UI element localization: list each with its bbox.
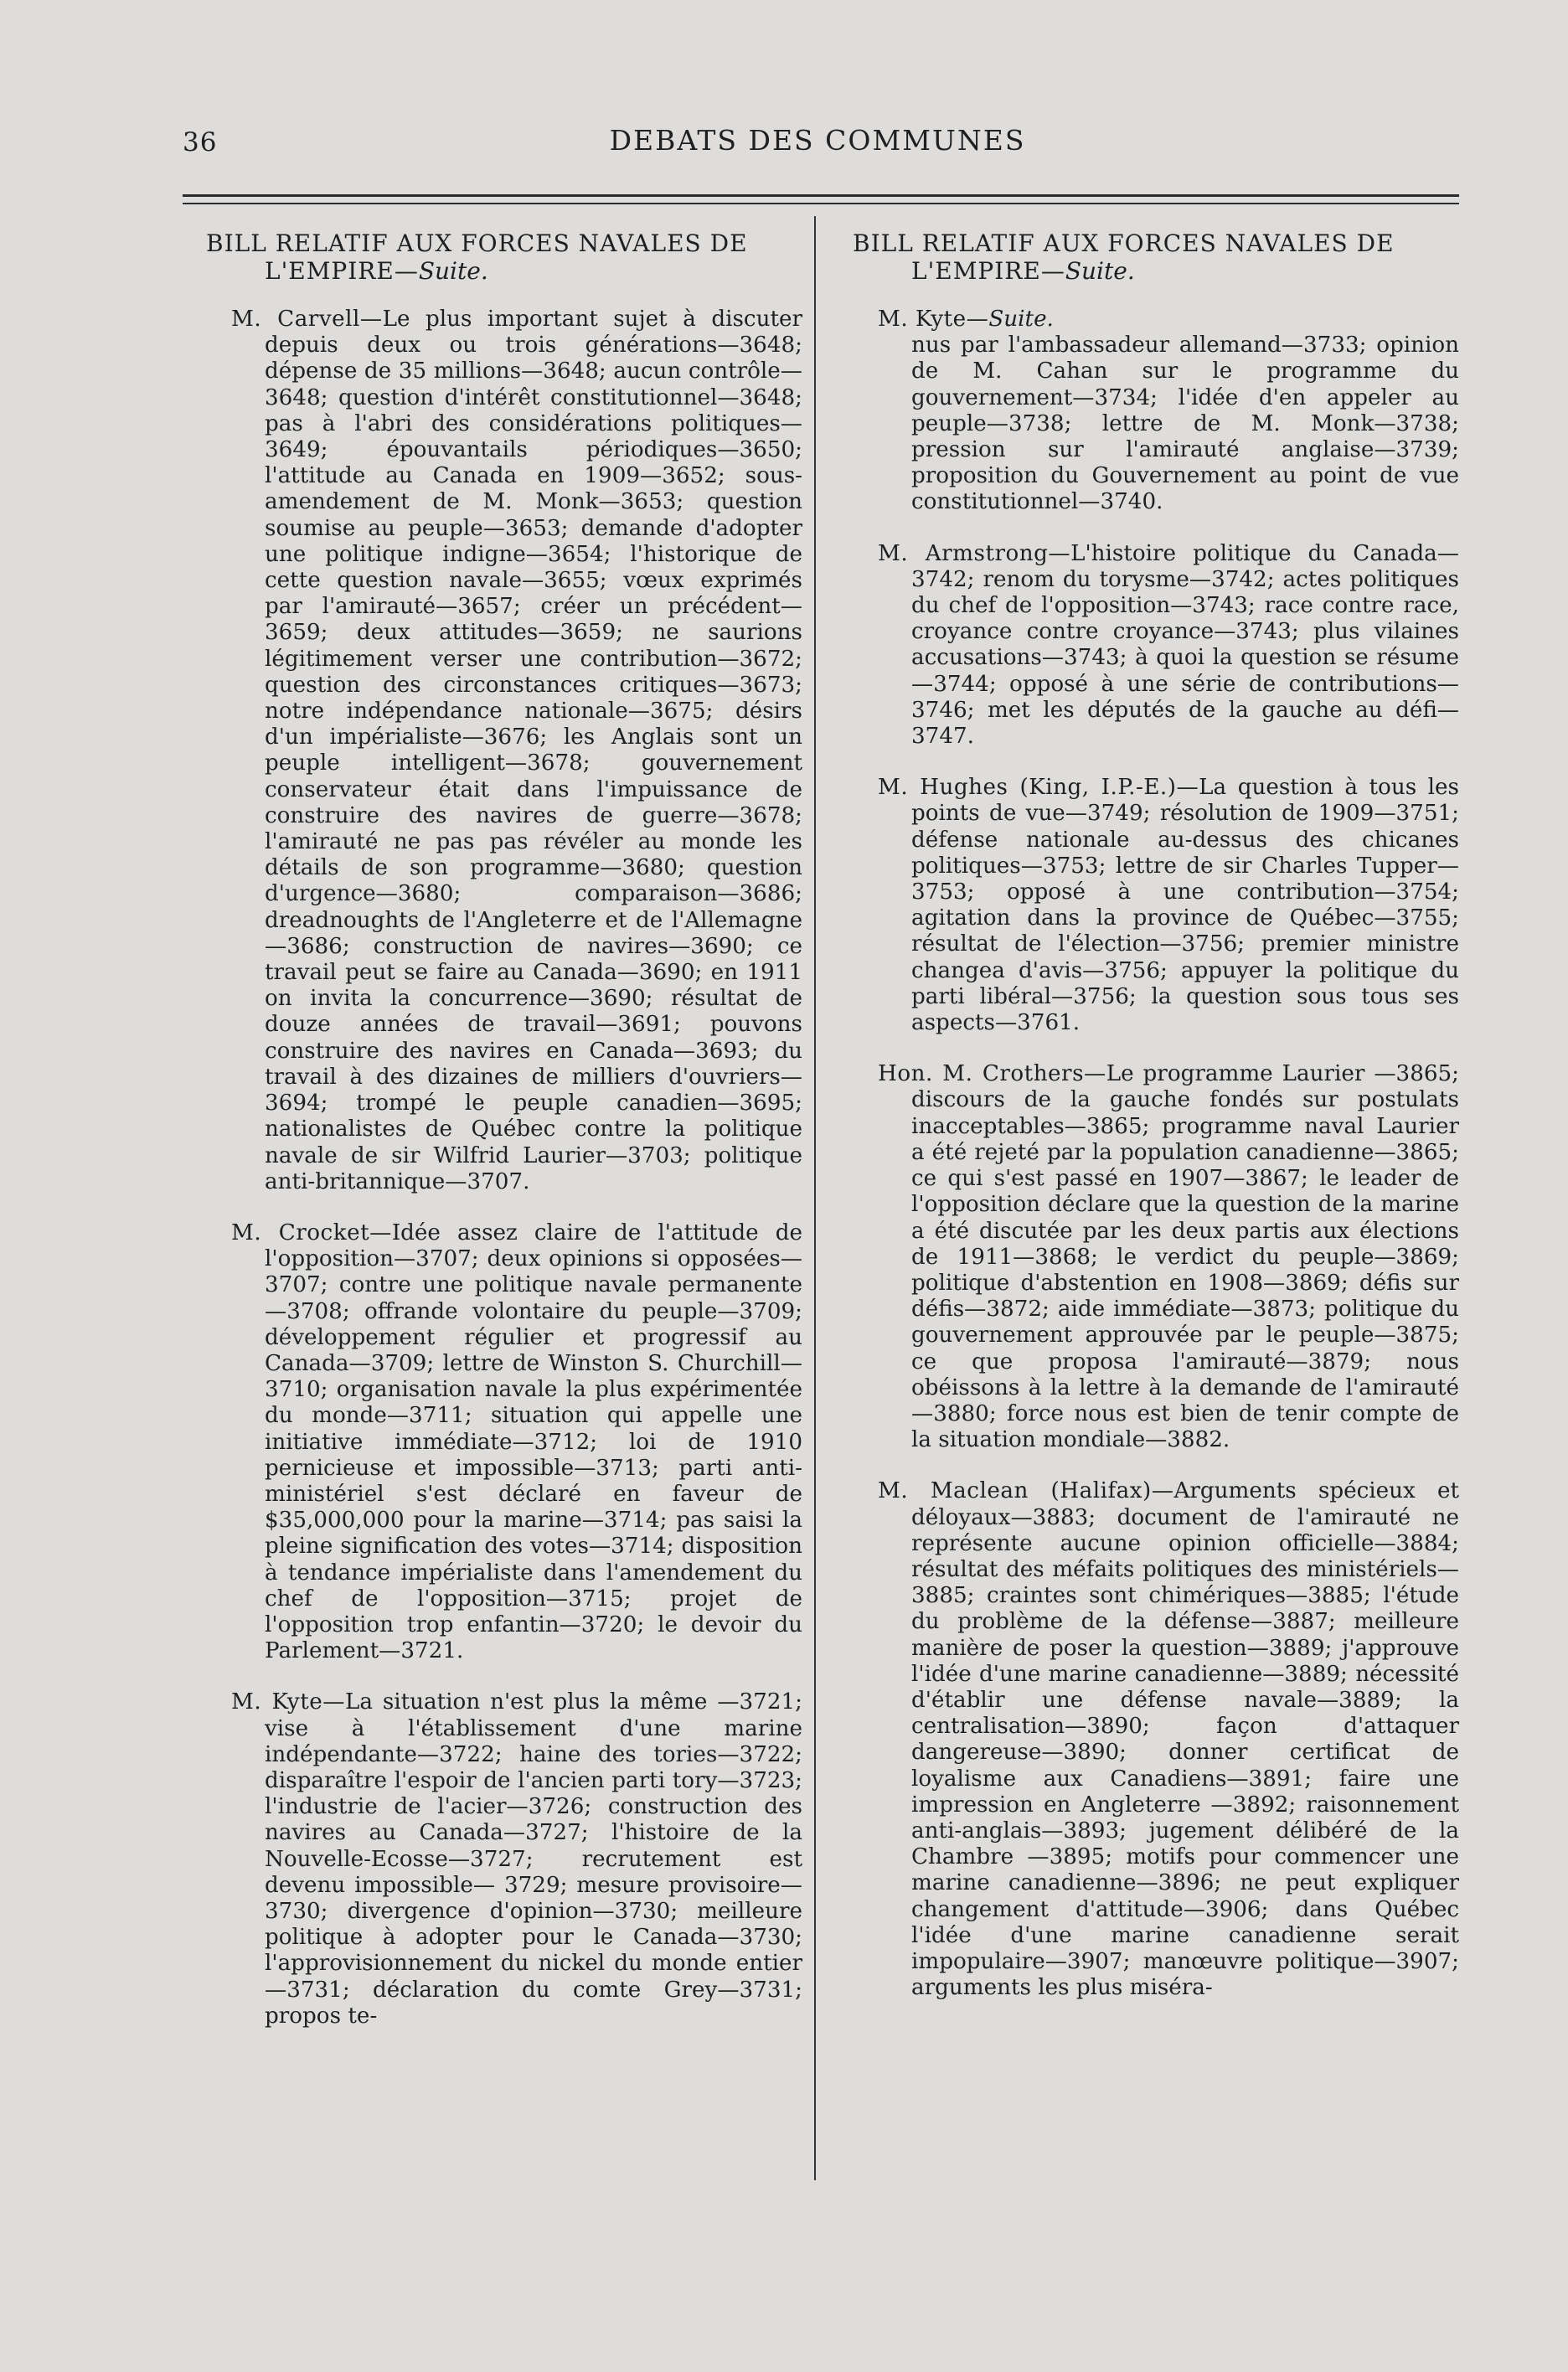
header-rule-thick	[183, 194, 1459, 197]
entry-speaker: M. Crocket—	[231, 1220, 392, 1245]
page-number: 36	[183, 127, 218, 157]
entry-speaker: M. Maclean (Halifax)—	[878, 1478, 1174, 1504]
index-entry	[853, 1478, 1459, 2001]
left-column	[206, 229, 802, 2055]
entry-text: Le plus important sujet à discuter depuis deux ou trois générations—3648; dépense de 35 millions—3648; aucun contrôle—3648; question d'intérêt constitutionnel—3648; pas à l'abri des considérations politiques—3649; épouvantails périodiques—3650; l'attitude au Canada en 1909—3652; sous-amendement de M. Monk—3653; question soumise au peuple—3653; demande d'adopter une politique indigne—3654; l'historique de cette question navale—3655; vœux exprimés par l'amirauté—3657; créer un précédent—3659; deux attitudes—3659; ne saurions légitimement verser une contribution—3672; question des circonstances critiques—3673; notre indépendance nationale—3675; désirs d'un impérialiste—3676; les Anglais sont un peuple intelligent—3678; gouvernement conservateur était dans l'impuissance de construire des navires de guerre—3678; l'amirauté ne pas pas révéler au monde les détails de son programme—3680; question d'urgence—3680; comparaison—3686; dreadnoughts de l'Angleterre et de l'Allemagne—3686; construction de navires—3690; ce travail peut se faire au Canada—3690; en 1911 on invita la concurrence—3690; résultat de douze années de travail—3691; pouvons construire des navires en Canada—3693; du travail à des dizaines de milliers d'ouvriers—3694; trompé le peuple canadien—3695; nationalistes de Québec contre la politique navale de sir Wilfrid Laurier—3703; politique anti-britannique—3707.	[265, 307, 802, 1194]
entry-text: Idée assez claire de l'attitude de l'opposition—3707; deux opinions si opposées—3707; contre une politique navale permanente—3708; offrande volontaire du peuple—3709; développement régulier et progressif au Canada—3709; lettre de Winston S. Churchill—3710; organisation navale la plus expérimentée du monde—3711; situation qui appelle une initiative immédiate—3712; loi de 1910 pernicieuse et impossible—3713; parti anti-ministériel s'est déclaré en faveur de $35,000,000 pour la marine—3714; pas saisi la pleine signification des votes—3714; disposition à tendance impérialiste dans l'amendement du chef de l'opposition—3715; projet de l'opposition trop enfantin—3720; le devoir du Parlement—3721.	[265, 1220, 803, 1664]
left-title-main: BILL RELATIF AUX FORCES NAVALES DE L'EMPIRE—	[206, 229, 748, 285]
entry-text: Arguments spécieux et déloyaux—3883; document de l'amirauté ne représente aucune opinion officielle—3884; résultat des méfaits politiques des ministériels—3885; craintes sont chimériques—3885; l'étude du problème de la défense—3887; meilleure manière de poser la question—3889; j'approuve l'idée d'une marine canadienne—3889; nécessité d'établir une défense navale—3889; la centralisation—3890; façon d'attaquer dangereuse—3890; donner certificat de loyalisme aux Canadiens—3891; faire une impression en Angleterre —3892; raisonnement anti-anglais—3893; jugement délibéré de la Chambre —3895; motifs pour commencer une marine canadienne—3896; ne peut expliquer changement d'attitude—3906; dans Québec l'idée d'une marine canadienne serait impopulaire—3907; manœuvre politique—3907; arguments les plus miséra-	[911, 1478, 1459, 2001]
right-section-title	[853, 229, 1459, 285]
entry-speaker: M. Hughes (King, I.P.-E.)—	[878, 775, 1199, 801]
entry-text: nus par l'ambassadeur allemand—3733; opinion de M. Cahan sur le programme du gouvernement—3734; l'idée d'en appeler au peuple—3738; lettre de M. Monk—3738; pression sur l'amirauté anglaise—3739; proposition du Gouvernement au point de vue constitutionnel—3740.	[911, 333, 1459, 515]
index-entry	[853, 541, 1459, 750]
entry-text: La question à tous les points de vue—3749; résolution de 1909—3751; défense nationale au-dessus des chicanes politiques—3753; lettre de sir Charles Tupper—3753; opposé à une contribution—3754; agitation dans la province de Québec—3755; résultat de l'élection—3756; premier ministre changea d'avis—3756; appuyer la politique du parti libéral—3756; la question sous tous ses aspects—3761.	[911, 775, 1459, 1036]
right-title-suite: Suite.	[1065, 257, 1135, 285]
index-entry	[206, 307, 802, 1195]
entry-suite-label: Suite.	[988, 307, 1054, 332]
left-section-title	[206, 229, 802, 285]
continued-entry	[853, 307, 1459, 516]
index-entry	[853, 775, 1459, 1036]
left-title-suite: Suite.	[418, 257, 488, 285]
column-divider	[814, 216, 816, 2180]
index-entry	[206, 1689, 802, 2029]
entry-speaker: Hon. M. Crothers—	[878, 1061, 1106, 1087]
entry-text: La situation n'est plus la même —3721; vise à l'établissement d'une marine indépendante—3722; haine des tories—3722; disparaître l'espoir de l'ancien parti tory—3723; l'industrie de l'acier—3726; construction des navires au Canada—3727; l'histoire de la Nouvelle-Ecosse—3727; recrutement est devenu impossible— 3729; mesure provisoire—3730; divergence d'opinion—3730; meilleure politique à adopter pour le Canada—3730; l'approvisionnement du nickel du monde entier—3731; déclaration du comte Grey—3731; propos te-	[265, 1689, 802, 2029]
running-title: DEBATS DES COMMUNES	[609, 124, 1026, 157]
header-rule-thin	[183, 203, 1459, 204]
entry-speaker: M. Kyte—	[231, 1689, 345, 1715]
entry-speaker: M. Armstrong—	[878, 540, 1071, 566]
entry-speaker: M. Carvell—	[231, 307, 383, 332]
entry-text: L'histoire politique du Canada—3742; renom du torysme—3742; actes politiques du chef de l'opposition—3743; race contre race, croyance contre croyance—3743; plus vilaines accusations—3743; à quoi la question se résume—3744; opposé à une série de contributions—3746; met les députés de la gauche au défi—3747.	[911, 540, 1459, 750]
right-title-main: BILL RELATIF AUX FORCES NAVALES DE L'EMPIRE—	[853, 229, 1395, 285]
right-column	[853, 229, 1459, 2026]
index-entry	[206, 1220, 802, 1664]
entry-text: Le programme Laurier —3865; discours de la gauche fondés sur postulats inacceptables—3865; programme naval Laurier a été rejeté par la population canadienne—3865; ce qui s'est passé en 1907—3867; le leader de l'opposition déclare que la question de la marine a été discutée par les deux partis aux élections de 1911—3868; le verdict du peuple—3869; politique d'abstention en 1908—3869; défis sur défis—3872; aide immédiate—3873; politique du gouvernement approuvée par le peuple—3875; ce que proposa l'amirauté—3879; nous obéissons à la lettre à la demande de l'amirauté—3880; force nous est bien de tenir compte de la situation mondiale—3882.	[911, 1061, 1459, 1453]
index-entry	[853, 1061, 1459, 1453]
entry-speaker: M. Kyte—	[878, 307, 989, 332]
